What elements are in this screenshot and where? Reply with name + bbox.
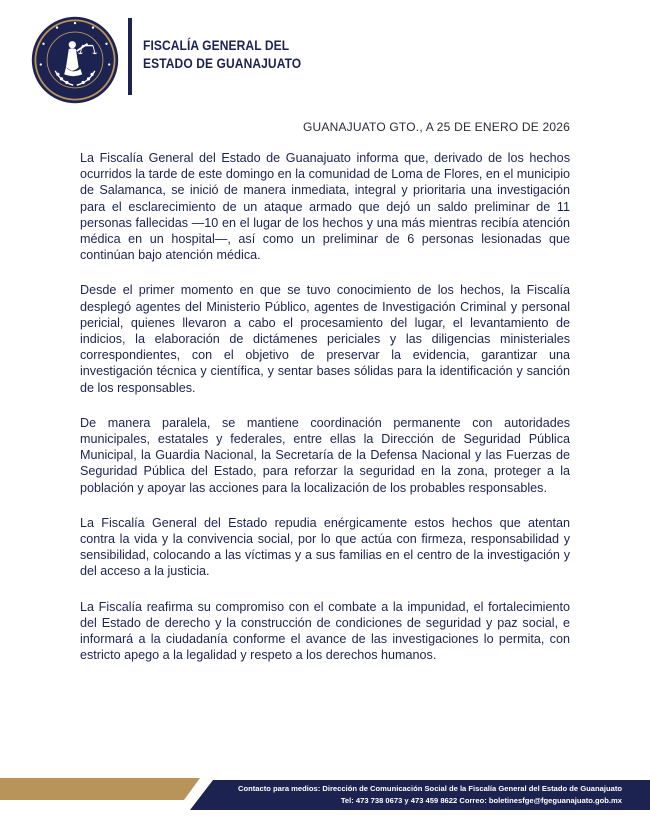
footer-contact [238, 783, 622, 807]
organization-name-line2: ESTADO DE GUANAJUATO [143, 55, 302, 71]
organization-name-line1: FISCALÍA GENERAL DEL [143, 37, 290, 53]
organization-name [143, 36, 301, 72]
paragraph-2: Desde el primer momento en que se tuvo conocimiento de los hechos, la Fiscalía desplegó agentes del Ministerio Público, agentes de Investigación Criminal y personal pericial, quienes llevaron a cabo el procesamiento del lugar, el levantamiento de indicios, la elaboración de dictámenes periciales y las diligencias ministeriales correspondientes, con el objetivo de preservar la evidencia, garantizar una investigación técnica y científica, y sentar bases sólidas para la identificación y sanción de los responsables. [80, 283, 570, 395]
paragraph-3: De manera paralela, se mantiene coordinación permanente con autoridades municipales, estatales y federales, entre ellas la Dirección de Seguridad Pública Municipal, la Guardia Nacional, la Secretaría de la Defensa Nacional y las Fuerzas de Seguridad Pública del Estado, para reforzar la seguridad en la zona, proteger a la población y apoyar las acciones para la localización de los probables responsables. [80, 415, 570, 495]
paragraph-1: La Fiscalía General del Estado de Guanajuato informa que, derivado de los hechos ocurridos la tarde de este domingo en la comunidad de Loma de Flores, en el municipio de Salamanca, se inició de manera inmediata, integral y prioritaria una investigación para el esclarecimiento de un ataque armado que dejó un saldo preliminar de 11 personas fallecidas —10 en el lugar de los hechos y una más mientras recibía atención médica en un hospital—, así como un preliminar de 6 personas lesionadas que continúan bajo atención médica. [80, 151, 570, 263]
header-divider [128, 18, 132, 95]
footer-gold-band [0, 778, 200, 800]
fiscalia-seal-logo [30, 15, 120, 105]
footer-contact-line2: Tel: 473 738 0673 y 473 459 8622 Correo: boletinesfge@fgeguanajuato.gob.mx [340, 796, 622, 805]
press-release-body [80, 150, 570, 682]
footer-contact-line1: Contacto para medios: Dirección de Comunicación Social de la Fiscalía General del Estado de Guanajuato [237, 784, 622, 793]
paragraph-4: La Fiscalía General del Estado repudia enérgicamente estos hechos que atentan contra la vida y la convivencia social, por lo que actúa con firmeza, responsabilidad y sensibilidad, colocando a las víctimas y a sus familias en el centro de la investigación y del acceso a la justicia. [80, 515, 570, 579]
paragraph-5: La Fiscalía reafirma su compromiso con el combate a la impunidad, el fortalecimiento del Estado de derecho y la construcción de condiciones de seguridad y paz social, e informará a la ciudadanía conforme el avance de las investigaciones lo permita, con estricto apego a la legalidad y respeto a los derechos humanos. [80, 599, 570, 663]
date-line: GUANAJUATO GTO., A 25 DE ENERO DE 2026 [302, 120, 570, 134]
